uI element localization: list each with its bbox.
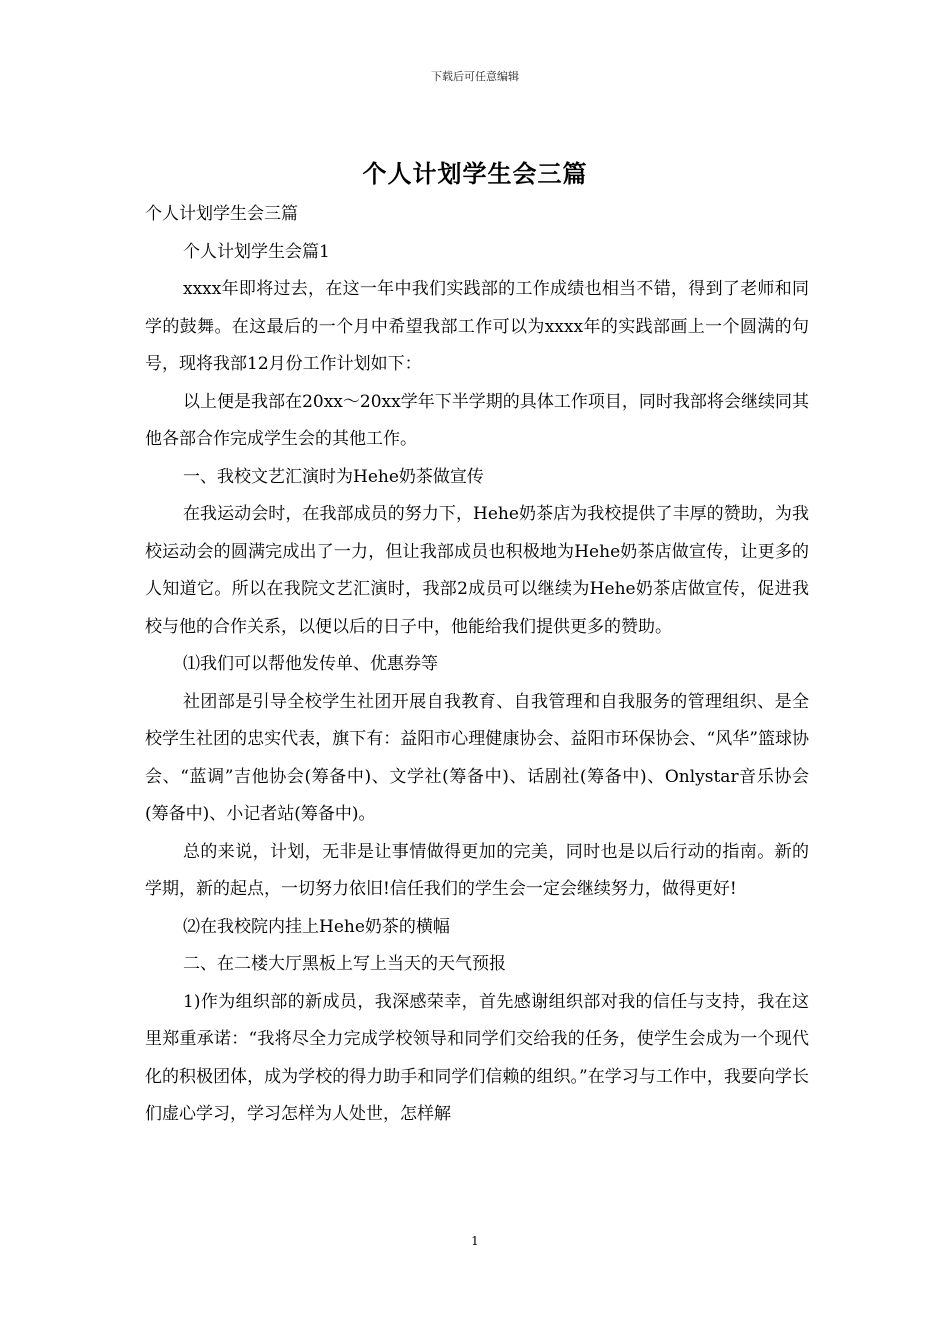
page-header-note: 下载后可任意编辑 [431, 70, 519, 83]
body-paragraph: 以上便是我部在20xx～20xx学年下半学期的具体工作项目，同时我部将会继续同其他各部合作完成学生会的其他工作。 [145, 391, 809, 449]
body-paragraph: 在我运动会时，在我部成员的努力下，Hehe奶茶店为我校提供了丰厚的赞助，为我校运动会的圆满完成出了一力，但让我部成员也积极地为Hehe奶茶店做宣传，让更多的人知道它。所以在我院文艺汇演时，我部2成员可以继续为Hehe奶茶店做宣传，促进我校与他的合作关系，以便以后的日子中，他能给我们提供更多的赞助。 [145, 504, 809, 637]
body-heading: 个人计划学生会三篇 [145, 204, 298, 224]
body-paragraph: xxxx年即将过去，在这一年中我们实践部的工作成绩也相当不错，得到了老师和同学的鼓舞。在这最后的一个月中希望我部工作可以为xxxx年的实践部画上一个圆满的句号，现将我部12月份工作计划如下： [145, 279, 809, 374]
body-paragraph: 社团部是引导全校学生社团开展自我教育、自我管理和自我服务的管理组织、是全校学生社团的忠实代表，旗下有：益阳市心理健康协会、益阳市环保协会、“风华”篮球协会、“蓝调”吉他协会(筹备中)、文学社(筹备中)、话剧社(筹备中)、Onlystar音乐协会(筹备中)、小记者站(筹备中)。 [145, 691, 809, 824]
body-paragraph: 1)作为组织部的新成员，我深感荣幸，首先感谢组织部对我的信任与支持，我在这里郑重承诺：“我将尽全力完成学校领导和同学们交给我的任务，使学生会成为一个现代化的积极团体，成为学校的得力助手和同学们信赖的组织。”在学习与工作中，我要向学长们虚心学习，学习怎样为人处世，怎样解 [145, 991, 809, 1124]
document-title: 个人计划学生会三篇 [362, 159, 588, 188]
section-heading: 一、我校文艺汇演时为Hehe奶茶做宣传 [183, 466, 484, 487]
list-item: ⑵在我校院内挂上Hehe奶茶的横幅 [183, 916, 450, 937]
page-number: 1 [471, 1234, 479, 1248]
section-heading: 二、在二楼大厅黑板上写上当天的天气预报 [183, 954, 506, 974]
body-paragraph: 总的来说，计划，无非是让事情做得更加的完美，同时也是以后行动的指南。新的学期，新的起点，一切努力依旧!信任我们的学生会一定会继续努力，做得更好! [145, 841, 809, 899]
document-body [145, 196, 809, 1134]
list-item: ⑴我们可以帮他发传单、优惠券等 [183, 654, 438, 674]
section-heading: 个人计划学生会篇1 [183, 241, 330, 262]
